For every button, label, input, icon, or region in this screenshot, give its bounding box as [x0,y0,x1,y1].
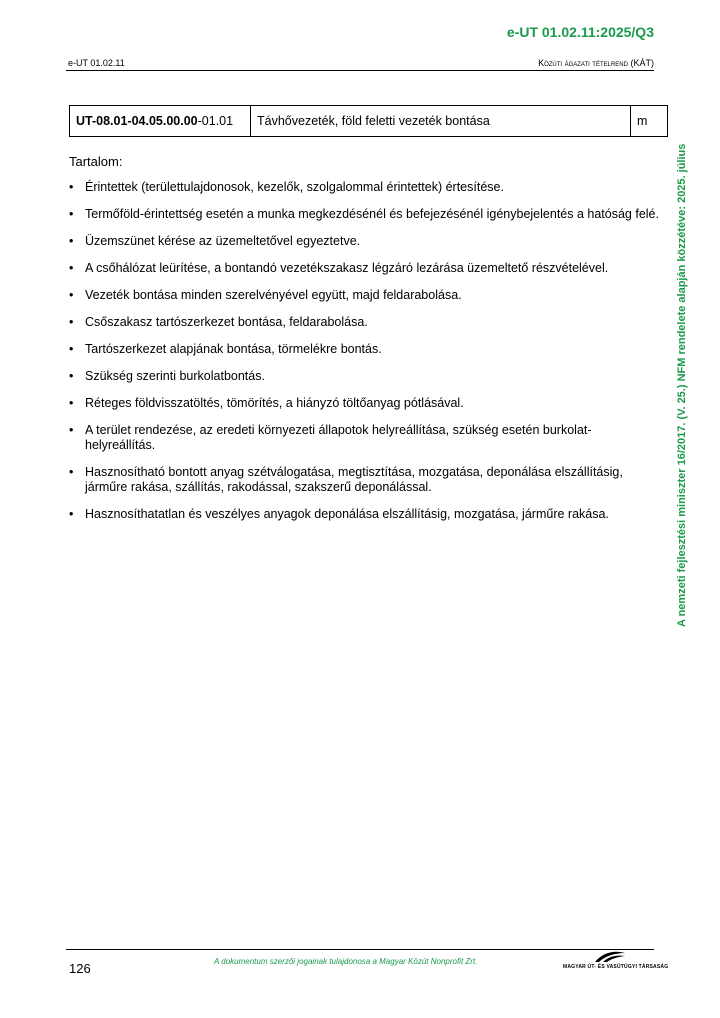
list-item: • Réteges földvisszatöltés, tömörítés, a hiányzó töltőanyag pótlásával. [69,396,659,411]
logo-text: MAGYAR ÚT- ÉS VASÚTÜGYI TÁRSASÁG [563,964,669,970]
list-item: • Termőföld-érintettség esetén a munka megkezdésénél és befejezésénél igénybejelentés a hatóság felé. [69,207,659,222]
list-item: • Tartószerkezet alapjának bontása, törmelékre bontás. [69,342,659,357]
copyright-notice: A dokumentum szerzői jogainak tulajdonosa a Magyar Közút Nonprofit Zrt. [214,957,478,966]
list-item: • Csőszakasz tartószerkezet bontása, feldarabolása. [69,315,659,330]
header-title-main: Közúti ágazati tételrend [538,58,628,68]
list-item: • Üzemszünet kérése az üzemeltetővel egyeztetve. [69,234,659,249]
road-swoosh-icon [593,950,627,964]
header-standard-number: e-UT 01.02.11 [68,58,125,68]
document-code: e-UT 01.02.11:2025/Q3 [506,24,654,40]
list-item: • Szükség szerinti burkolatbontás. [69,369,659,384]
item-row [70,106,668,137]
publication-note: A nemzeti fejlesztési miniszter 16/2017. (V. 25.) NFM rendelete alapján közzétéve: 2025. július [676,143,688,627]
header-document-title [538,58,654,68]
list-item: • A terület rendezése, az eredeti környezeti állapotok helyreállítása, szükség esetén burkolat-helyreállítás. [69,423,659,453]
item-title-cell: Távhővezeték, föld feletti vezeték bontása [251,106,631,137]
list-item: • A csőhálózat leürítése, a bontandó vezetékszakasz légzáró lezárása üzemeltető részvételével. [69,261,659,276]
item-code-main: UT-08.01-04.05.00.00 [76,114,198,128]
header-divider [66,70,654,71]
content-list [69,180,659,534]
page-number: 126 [69,961,91,976]
item-code-cell [70,106,251,137]
company-logo [563,950,669,976]
header-title-suffix: (KÁT) [630,58,654,68]
list-item: • Vezeték bontása minden szerelvényével együtt, majd feldarabolása. [69,288,659,303]
list-item: • Hasznosítható bontott anyag szétválogatása, megtisztítása, mozgatása, deponálása elszállításig, járműre rakása, szállítás, rakodással, szakszerű deponálással. [69,465,659,495]
item-table [69,105,668,137]
item-code-suffix: -01.01 [197,114,234,128]
content-label: Tartalom: [69,154,123,169]
list-item: • Érintettek (területtulajdonosok, kezelők, szolgalommal érintettek) értesítése. [69,180,659,195]
list-item: • Hasznosíthatatlan és veszélyes anyagok deponálása elszállításig, mozgatása, járműre rakása. [69,507,659,522]
item-unit-cell: m [631,106,668,137]
